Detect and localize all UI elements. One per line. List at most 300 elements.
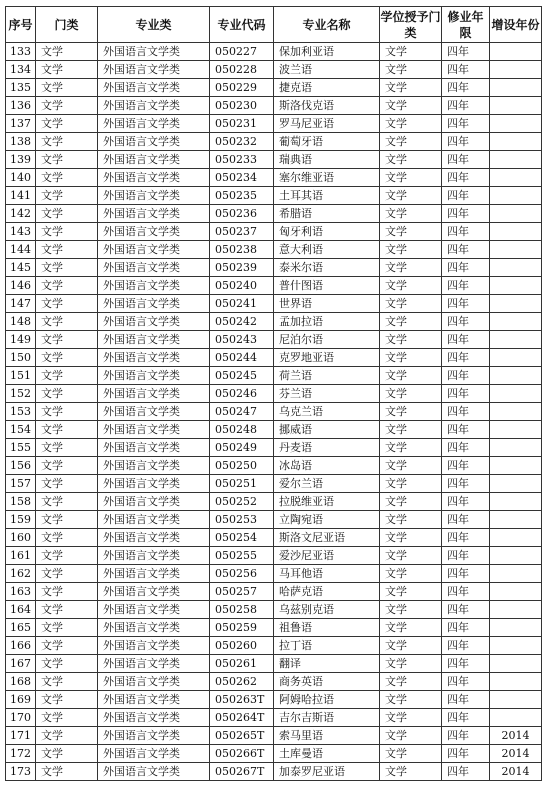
cell-degree-category: 文学: [380, 385, 442, 403]
cell-category: 文学: [36, 745, 98, 763]
cell-major-code: 050267T: [210, 763, 274, 781]
cell-year-added: [490, 331, 542, 349]
cell-study-duration: 四年: [442, 709, 490, 727]
cell-serial-number: 149: [6, 331, 36, 349]
cell-study-duration: 四年: [442, 187, 490, 205]
cell-study-duration: 四年: [442, 349, 490, 367]
cell-study-duration: 四年: [442, 403, 490, 421]
cell-major-code: 050248: [210, 421, 274, 439]
table-row: [6, 493, 542, 511]
cell-major-name: 翻译: [274, 655, 380, 673]
cell-serial-number: 142: [6, 205, 36, 223]
cell-major-code: 050237: [210, 223, 274, 241]
table-row: [6, 43, 542, 61]
cell-major-code: 050232: [210, 133, 274, 151]
cell-degree-category: 文学: [380, 223, 442, 241]
cell-serial-number: 144: [6, 241, 36, 259]
cell-major-name: 世界语: [274, 295, 380, 313]
document-page: [5, 6, 542, 781]
cell-serial-number: 169: [6, 691, 36, 709]
table-row: [6, 673, 542, 691]
cell-category: 文学: [36, 709, 98, 727]
cell-category: 文学: [36, 349, 98, 367]
header-row: [6, 7, 542, 43]
cell-degree-category: 文学: [380, 673, 442, 691]
cell-degree-category: 文学: [380, 61, 442, 79]
table-row: [6, 97, 542, 115]
cell-year-added: [490, 403, 542, 421]
cell-major-code: 050247: [210, 403, 274, 421]
cell-serial-number: 164: [6, 601, 36, 619]
cell-year-added: 2014: [490, 745, 542, 763]
cell-category: 文学: [36, 241, 98, 259]
cell-major-code: 050244: [210, 349, 274, 367]
cell-degree-category: 文学: [380, 529, 442, 547]
cell-discipline-class: 外国语言文学类: [98, 349, 210, 367]
cell-major-name: 拉丁语: [274, 637, 380, 655]
cell-major-code: 050265T: [210, 727, 274, 745]
cell-discipline-class: 外国语言文学类: [98, 457, 210, 475]
table-row: [6, 367, 542, 385]
table-row: [6, 277, 542, 295]
cell-serial-number: 157: [6, 475, 36, 493]
table-row: [6, 511, 542, 529]
cell-major-code: 050228: [210, 61, 274, 79]
header-year-added: 增设年份: [490, 7, 542, 43]
cell-year-added: [490, 529, 542, 547]
cell-degree-category: 文学: [380, 331, 442, 349]
table-row: [6, 439, 542, 457]
cell-major-code: 050240: [210, 277, 274, 295]
header-discipline-class: 专业类: [98, 7, 210, 43]
table-row: [6, 205, 542, 223]
cell-major-name: 葡萄牙语: [274, 133, 380, 151]
cell-year-added: [490, 439, 542, 457]
cell-degree-category: 文学: [380, 511, 442, 529]
table-row: [6, 727, 542, 745]
cell-category: 文学: [36, 331, 98, 349]
cell-category: 文学: [36, 637, 98, 655]
cell-serial-number: 138: [6, 133, 36, 151]
cell-study-duration: 四年: [442, 385, 490, 403]
cell-category: 文学: [36, 547, 98, 565]
cell-category: 文学: [36, 583, 98, 601]
cell-major-name: 意大利语: [274, 241, 380, 259]
cell-major-code: 050230: [210, 97, 274, 115]
cell-study-duration: 四年: [442, 727, 490, 745]
cell-major-code: 050250: [210, 457, 274, 475]
cell-year-added: [490, 457, 542, 475]
cell-major-name: 冰岛语: [274, 457, 380, 475]
cell-major-name: 吉尔吉斯语: [274, 709, 380, 727]
cell-degree-category: 文学: [380, 439, 442, 457]
cell-major-name: 乌兹别克语: [274, 601, 380, 619]
cell-serial-number: 148: [6, 313, 36, 331]
cell-year-added: [490, 61, 542, 79]
table-body: [6, 43, 542, 781]
cell-discipline-class: 外国语言文学类: [98, 187, 210, 205]
cell-degree-category: 文学: [380, 493, 442, 511]
cell-year-added: [490, 493, 542, 511]
cell-serial-number: 153: [6, 403, 36, 421]
cell-major-code: 050249: [210, 439, 274, 457]
cell-discipline-class: 外国语言文学类: [98, 493, 210, 511]
cell-major-code: 050261: [210, 655, 274, 673]
cell-year-added: [490, 115, 542, 133]
cell-degree-category: 文学: [380, 457, 442, 475]
cell-degree-category: 文学: [380, 601, 442, 619]
cell-study-duration: 四年: [442, 151, 490, 169]
cell-year-added: [490, 565, 542, 583]
cell-study-duration: 四年: [442, 457, 490, 475]
table-row: [6, 421, 542, 439]
cell-degree-category: 文学: [380, 637, 442, 655]
cell-major-code: 050259: [210, 619, 274, 637]
cell-major-name: 拉脱维亚语: [274, 493, 380, 511]
cell-discipline-class: 外国语言文学类: [98, 277, 210, 295]
cell-major-code: 050263T: [210, 691, 274, 709]
cell-study-duration: 四年: [442, 331, 490, 349]
cell-discipline-class: 外国语言文学类: [98, 205, 210, 223]
cell-category: 文学: [36, 493, 98, 511]
cell-degree-category: 文学: [380, 349, 442, 367]
cell-study-duration: 四年: [442, 79, 490, 97]
cell-study-duration: 四年: [442, 565, 490, 583]
cell-major-code: 050239: [210, 259, 274, 277]
cell-serial-number: 146: [6, 277, 36, 295]
table-row: [6, 79, 542, 97]
cell-study-duration: 四年: [442, 169, 490, 187]
cell-serial-number: 170: [6, 709, 36, 727]
cell-year-added: [490, 205, 542, 223]
cell-category: 文学: [36, 475, 98, 493]
cell-serial-number: 140: [6, 169, 36, 187]
cell-serial-number: 163: [6, 583, 36, 601]
table-row: [6, 331, 542, 349]
cell-major-code: 050243: [210, 331, 274, 349]
cell-degree-category: 文学: [380, 169, 442, 187]
cell-degree-category: 文学: [380, 205, 442, 223]
cell-category: 文学: [36, 259, 98, 277]
cell-category: 文学: [36, 277, 98, 295]
cell-category: 文学: [36, 511, 98, 529]
cell-study-duration: 四年: [442, 763, 490, 781]
cell-serial-number: 143: [6, 223, 36, 241]
cell-discipline-class: 外国语言文学类: [98, 151, 210, 169]
cell-category: 文学: [36, 97, 98, 115]
cell-study-duration: 四年: [442, 61, 490, 79]
cell-serial-number: 135: [6, 79, 36, 97]
table-row: [6, 223, 542, 241]
cell-major-code: 050241: [210, 295, 274, 313]
cell-study-duration: 四年: [442, 493, 490, 511]
cell-serial-number: 159: [6, 511, 36, 529]
cell-serial-number: 160: [6, 529, 36, 547]
cell-category: 文学: [36, 565, 98, 583]
table-row: [6, 259, 542, 277]
cell-degree-category: 文学: [380, 421, 442, 439]
cell-degree-category: 文学: [380, 583, 442, 601]
cell-degree-category: 文学: [380, 655, 442, 673]
cell-major-code: 050229: [210, 79, 274, 97]
cell-category: 文学: [36, 133, 98, 151]
cell-degree-category: 文学: [380, 241, 442, 259]
cell-degree-category: 文学: [380, 295, 442, 313]
cell-serial-number: 158: [6, 493, 36, 511]
cell-major-name: 保加利亚语: [274, 43, 380, 61]
cell-study-duration: 四年: [442, 655, 490, 673]
cell-study-duration: 四年: [442, 367, 490, 385]
cell-degree-category: 文学: [380, 277, 442, 295]
cell-category: 文学: [36, 151, 98, 169]
majors-table: [5, 6, 542, 781]
cell-degree-category: 文学: [380, 691, 442, 709]
cell-category: 文学: [36, 457, 98, 475]
cell-major-name: 泰米尔语: [274, 259, 380, 277]
cell-degree-category: 文学: [380, 619, 442, 637]
table-row: [6, 547, 542, 565]
cell-discipline-class: 外国语言文学类: [98, 547, 210, 565]
table-row: [6, 403, 542, 421]
cell-year-added: [490, 295, 542, 313]
cell-category: 文学: [36, 313, 98, 331]
cell-year-added: [490, 277, 542, 295]
cell-major-name: 匈牙利语: [274, 223, 380, 241]
cell-major-name: 阿姆哈拉语: [274, 691, 380, 709]
cell-major-code: 050266T: [210, 745, 274, 763]
cell-major-code: 050258: [210, 601, 274, 619]
cell-category: 文学: [36, 169, 98, 187]
table-row: [6, 349, 542, 367]
cell-major-code: 050246: [210, 385, 274, 403]
cell-major-name: 索马里语: [274, 727, 380, 745]
cell-discipline-class: 外国语言文学类: [98, 709, 210, 727]
cell-study-duration: 四年: [442, 133, 490, 151]
cell-category: 文学: [36, 619, 98, 637]
cell-major-code: 050233: [210, 151, 274, 169]
table-row: [6, 457, 542, 475]
cell-degree-category: 文学: [380, 79, 442, 97]
cell-study-duration: 四年: [442, 619, 490, 637]
cell-year-added: [490, 151, 542, 169]
table-row: [6, 529, 542, 547]
cell-discipline-class: 外国语言文学类: [98, 565, 210, 583]
cell-serial-number: 156: [6, 457, 36, 475]
cell-major-code: 050260: [210, 637, 274, 655]
cell-discipline-class: 外国语言文学类: [98, 403, 210, 421]
cell-category: 文学: [36, 403, 98, 421]
cell-year-added: [490, 583, 542, 601]
cell-major-name: 克罗地亚语: [274, 349, 380, 367]
cell-year-added: [490, 601, 542, 619]
cell-major-name: 立陶宛语: [274, 511, 380, 529]
header-major-code: 专业代码: [210, 7, 274, 43]
cell-major-name: 捷克语: [274, 79, 380, 97]
cell-study-duration: 四年: [442, 421, 490, 439]
cell-year-added: [490, 97, 542, 115]
cell-degree-category: 文学: [380, 259, 442, 277]
cell-year-added: [490, 421, 542, 439]
cell-category: 文学: [36, 187, 98, 205]
cell-major-name: 芬兰语: [274, 385, 380, 403]
cell-year-added: [490, 187, 542, 205]
cell-discipline-class: 外国语言文学类: [98, 241, 210, 259]
cell-major-code: 050252: [210, 493, 274, 511]
cell-major-code: 050262: [210, 673, 274, 691]
cell-major-name: 尼泊尔语: [274, 331, 380, 349]
cell-year-added: [490, 547, 542, 565]
cell-major-name: 土库曼语: [274, 745, 380, 763]
cell-year-added: [490, 169, 542, 187]
cell-serial-number: 152: [6, 385, 36, 403]
cell-major-name: 斯洛文尼亚语: [274, 529, 380, 547]
cell-degree-category: 文学: [380, 313, 442, 331]
cell-major-code: 050236: [210, 205, 274, 223]
cell-year-added: 2014: [490, 727, 542, 745]
table-row: [6, 475, 542, 493]
cell-degree-category: 文学: [380, 403, 442, 421]
cell-serial-number: 168: [6, 673, 36, 691]
cell-discipline-class: 外国语言文学类: [98, 61, 210, 79]
cell-category: 文学: [36, 205, 98, 223]
cell-study-duration: 四年: [442, 475, 490, 493]
cell-category: 文学: [36, 691, 98, 709]
cell-serial-number: 134: [6, 61, 36, 79]
cell-category: 文学: [36, 115, 98, 133]
cell-year-added: [490, 385, 542, 403]
cell-major-code: 050253: [210, 511, 274, 529]
cell-major-name: 乌克兰语: [274, 403, 380, 421]
cell-study-duration: 四年: [442, 205, 490, 223]
cell-serial-number: 151: [6, 367, 36, 385]
cell-discipline-class: 外国语言文学类: [98, 745, 210, 763]
cell-category: 文学: [36, 601, 98, 619]
cell-major-code: 050238: [210, 241, 274, 259]
cell-discipline-class: 外国语言文学类: [98, 529, 210, 547]
cell-category: 文学: [36, 529, 98, 547]
cell-study-duration: 四年: [442, 295, 490, 313]
table-row: [6, 745, 542, 763]
header-major-name: 专业名称: [274, 7, 380, 43]
cell-degree-category: 文学: [380, 745, 442, 763]
cell-discipline-class: 外国语言文学类: [98, 673, 210, 691]
cell-year-added: [490, 691, 542, 709]
cell-year-added: [490, 673, 542, 691]
cell-discipline-class: 外国语言文学类: [98, 763, 210, 781]
cell-serial-number: 136: [6, 97, 36, 115]
cell-major-name: 波兰语: [274, 61, 380, 79]
cell-serial-number: 161: [6, 547, 36, 565]
cell-discipline-class: 外国语言文学类: [98, 259, 210, 277]
table-row: [6, 187, 542, 205]
cell-serial-number: 154: [6, 421, 36, 439]
cell-discipline-class: 外国语言文学类: [98, 295, 210, 313]
cell-year-added: [490, 259, 542, 277]
cell-degree-category: 文学: [380, 547, 442, 565]
cell-study-duration: 四年: [442, 115, 490, 133]
cell-study-duration: 四年: [442, 223, 490, 241]
cell-major-name: 加泰罗尼亚语: [274, 763, 380, 781]
cell-major-code: 050255: [210, 547, 274, 565]
cell-discipline-class: 外国语言文学类: [98, 223, 210, 241]
cell-study-duration: 四年: [442, 97, 490, 115]
cell-serial-number: 167: [6, 655, 36, 673]
cell-major-name: 斯洛伐克语: [274, 97, 380, 115]
cell-discipline-class: 外国语言文学类: [98, 619, 210, 637]
cell-serial-number: 162: [6, 565, 36, 583]
cell-major-name: 爱尔兰语: [274, 475, 380, 493]
cell-discipline-class: 外国语言文学类: [98, 97, 210, 115]
cell-year-added: [490, 223, 542, 241]
cell-discipline-class: 外国语言文学类: [98, 601, 210, 619]
cell-major-code: 050242: [210, 313, 274, 331]
cell-degree-category: 文学: [380, 709, 442, 727]
table-row: [6, 763, 542, 781]
cell-major-name: 商务英语: [274, 673, 380, 691]
cell-study-duration: 四年: [442, 43, 490, 61]
cell-degree-category: 文学: [380, 727, 442, 745]
cell-degree-category: 文学: [380, 763, 442, 781]
cell-major-name: 普什图语: [274, 277, 380, 295]
cell-discipline-class: 外国语言文学类: [98, 511, 210, 529]
cell-study-duration: 四年: [442, 529, 490, 547]
cell-degree-category: 文学: [380, 187, 442, 205]
cell-major-name: 瑞典语: [274, 151, 380, 169]
cell-year-added: [490, 655, 542, 673]
cell-discipline-class: 外国语言文学类: [98, 637, 210, 655]
cell-year-added: [490, 43, 542, 61]
cell-major-name: 哈萨克语: [274, 583, 380, 601]
cell-study-duration: 四年: [442, 241, 490, 259]
cell-study-duration: 四年: [442, 583, 490, 601]
cell-degree-category: 文学: [380, 43, 442, 61]
table-row: [6, 169, 542, 187]
table-row: [6, 691, 542, 709]
cell-year-added: [490, 79, 542, 97]
cell-discipline-class: 外国语言文学类: [98, 385, 210, 403]
cell-category: 文学: [36, 421, 98, 439]
cell-discipline-class: 外国语言文学类: [98, 115, 210, 133]
cell-major-code: 050231: [210, 115, 274, 133]
cell-discipline-class: 外国语言文学类: [98, 439, 210, 457]
table-row: [6, 295, 542, 313]
cell-major-name: 希腊语: [274, 205, 380, 223]
cell-major-name: 祖鲁语: [274, 619, 380, 637]
cell-discipline-class: 外国语言文学类: [98, 583, 210, 601]
cell-serial-number: 141: [6, 187, 36, 205]
cell-category: 文学: [36, 61, 98, 79]
cell-year-added: [490, 709, 542, 727]
cell-major-code: 050257: [210, 583, 274, 601]
cell-study-duration: 四年: [442, 313, 490, 331]
header-category: 门类: [36, 7, 98, 43]
cell-discipline-class: 外国语言文学类: [98, 331, 210, 349]
cell-discipline-class: 外国语言文学类: [98, 79, 210, 97]
cell-serial-number: 137: [6, 115, 36, 133]
cell-discipline-class: 外国语言文学类: [98, 169, 210, 187]
cell-category: 文学: [36, 43, 98, 61]
cell-major-name: 马耳他语: [274, 565, 380, 583]
cell-major-code: 050227: [210, 43, 274, 61]
cell-year-added: [490, 367, 542, 385]
cell-discipline-class: 外国语言文学类: [98, 475, 210, 493]
cell-category: 文学: [36, 223, 98, 241]
cell-study-duration: 四年: [442, 547, 490, 565]
table-row: [6, 619, 542, 637]
table-row: [6, 583, 542, 601]
cell-serial-number: 172: [6, 745, 36, 763]
cell-degree-category: 文学: [380, 151, 442, 169]
